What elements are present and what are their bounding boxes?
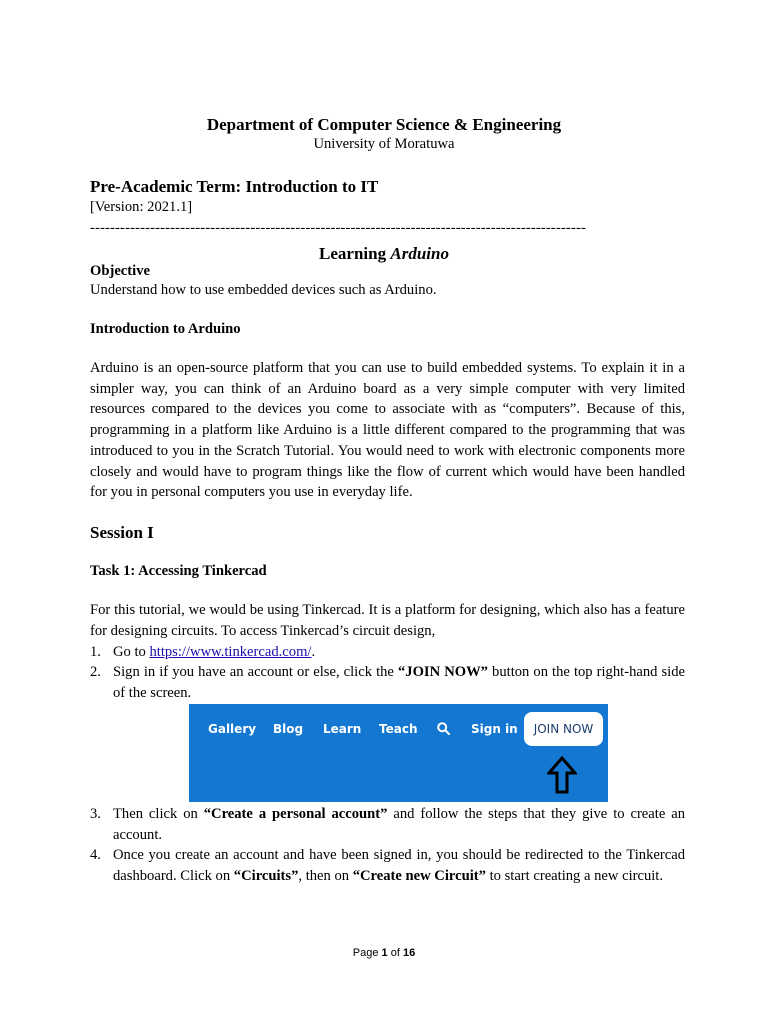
search-icon[interactable] (437, 722, 450, 735)
session-heading: Session I (90, 523, 154, 542)
step-text: Then click on (113, 806, 204, 822)
list-item (90, 804, 685, 845)
nav-sign-in[interactable]: Sign in (471, 722, 518, 736)
nav-item-learn[interactable]: Learn (323, 722, 362, 736)
footer-page-number: 1 (381, 947, 388, 959)
learning-title-emphasis: Arduino (390, 244, 449, 263)
list-text (113, 804, 685, 845)
objective-heading: Objective (90, 263, 150, 279)
task-heading: Task 1: Accessing Tinkercad (90, 563, 267, 579)
step-bold: “Circuits” (233, 867, 299, 884)
arrow-up-icon (547, 756, 577, 794)
university-name: University of Moratuwa (313, 136, 455, 152)
objective-text: Understand how to use embedded devices such as Arduino. (90, 282, 437, 298)
step-text: Sign in if you have an account or else, click the (113, 664, 398, 680)
list-number: 2. (90, 664, 101, 680)
join-now-button[interactable]: JOIN NOW (524, 712, 603, 746)
version-label: [Version: 2021.1] (90, 199, 193, 215)
step-bold: “JOIN NOW” (397, 664, 488, 680)
separator-line: --------------------------------------------------------------------------------------------------- (90, 220, 586, 236)
learning-title (0, 244, 768, 264)
tinkercad-navbar-screenshot (189, 704, 608, 802)
nav-item-gallery[interactable]: Gallery (208, 722, 257, 736)
step-text-end: . (311, 644, 316, 660)
page-footer (0, 947, 768, 959)
department-title: Department of Computer Science & Engineering (206, 115, 562, 134)
step-text: Once you create an account and have been signed in, you should be redirected to the Tinkercad dashboard. Click on (113, 847, 685, 884)
term-title: Pre-Academic Term: Introduction to IT (90, 177, 379, 196)
intro-paragraph: Arduino is an open-source platform that you can use to build embedded systems. To explain it in a simpler way, you can think of an Arduino board as a very simple computer with very limited resources compared to the devices you come to associate with as “computers”. Because of this, programming in a platform like Arduino is a little different compared to the programming that was introduced to you in the Scratch Tutorial. You would need to work with electronic components more closely and would have to program things like the flow of current which would have been handled for you in personal computers you use in everyday life. (90, 360, 685, 501)
intro-heading: Introduction to Arduino (90, 321, 241, 337)
step-bold: “Create a personal account” (203, 806, 388, 822)
step-text-end: and follow the steps that they give to create an account. (113, 806, 685, 843)
step-bold-2: “Create new Circuit” (352, 867, 486, 884)
learning-title-prefix: Learning (319, 244, 391, 263)
step-text-end: button on the top right-hand side of the screen. (113, 664, 686, 701)
step-text-mid: , then on (298, 867, 353, 884)
footer-page-total: 16 (402, 947, 416, 959)
step-text: Go to (113, 644, 150, 660)
list-text (113, 642, 685, 663)
list-number: 4. (90, 847, 101, 863)
list-text (113, 662, 685, 703)
step-text-end: to start creating a new circuit. (485, 867, 664, 884)
task-paragraph: For this tutorial, we would be using Tinkercad. It is a platform for designing, which also has a feature for designing circuits. To access Tinkercad’s circuit design, (90, 602, 685, 639)
list-item (90, 662, 685, 703)
list-number: 1. (90, 644, 101, 660)
footer-of-label: of (387, 947, 403, 959)
nav-item-blog[interactable]: Blog (273, 722, 304, 736)
tinkercad-link[interactable]: https://www.tinkercad.com/ (149, 644, 312, 660)
list-number: 3. (90, 806, 101, 822)
footer-page-label: Page (352, 947, 382, 959)
nav-item-teach[interactable]: Teach (379, 722, 418, 736)
list-item (90, 845, 685, 886)
list-text (113, 845, 685, 886)
list-item (90, 642, 685, 663)
